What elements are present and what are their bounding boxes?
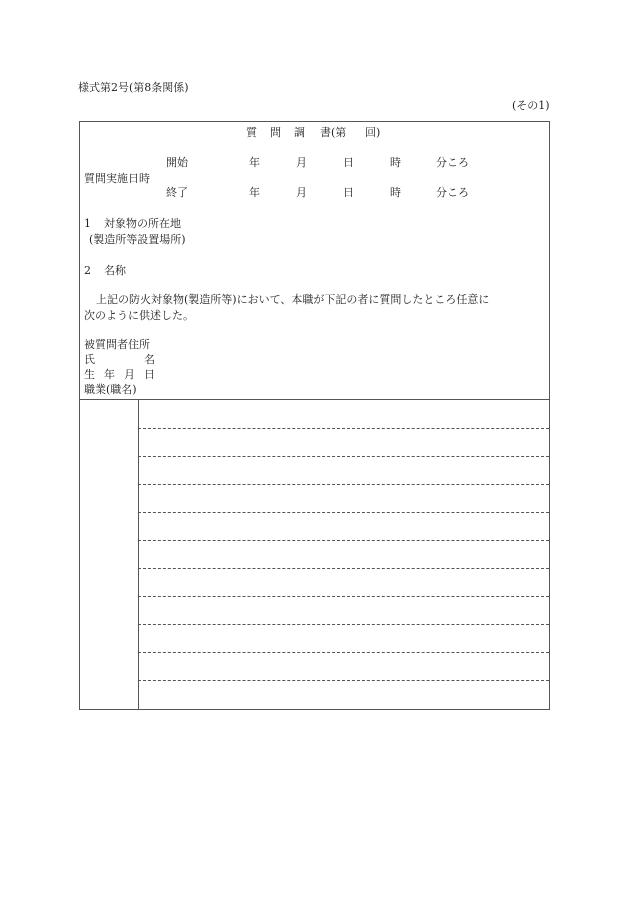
- start-year-unit: 年: [249, 156, 260, 169]
- title-char-2: 問: [270, 126, 281, 139]
- birth-char-4: 日: [144, 368, 155, 381]
- location-label: 対象物の所在地: [104, 217, 181, 230]
- left-column-divider: [138, 399, 139, 709]
- title-char-1: 質: [246, 126, 257, 139]
- ruled-line: [138, 428, 549, 429]
- ruled-line: [138, 680, 549, 681]
- name-label: 名称: [104, 264, 126, 277]
- form-number-label: 様式第2号(第8条関係): [78, 81, 189, 94]
- ruled-line: [138, 456, 549, 457]
- schedule-row-label: 質問実施日時: [84, 172, 150, 185]
- end-month-unit: 月: [296, 186, 307, 199]
- respondent-name-char-2: 名: [144, 353, 155, 366]
- statement-line-1: 上記の防火対象物(製造所等)において、本職が下記の者に質問したところ任意に: [96, 293, 490, 306]
- ruled-line: [138, 568, 549, 569]
- start-hour-unit: 時: [390, 156, 401, 169]
- statement-line-2: 次のように供述した。: [84, 309, 194, 322]
- birth-char-3: 月: [124, 368, 135, 381]
- ruled-line: [138, 652, 549, 653]
- end-label: 終了: [166, 186, 188, 199]
- start-label: 開始: [166, 156, 188, 169]
- inquiry-form-box: [79, 121, 550, 710]
- birth-char-1: 生: [84, 368, 95, 381]
- start-minute-unit: 分ころ: [436, 156, 469, 169]
- end-year-unit: 年: [249, 186, 260, 199]
- birth-char-2: 年: [104, 368, 115, 381]
- name-number: 2: [84, 264, 91, 277]
- title-char-3: 調: [294, 126, 305, 139]
- end-hour-unit: 時: [390, 186, 401, 199]
- ruled-line: [138, 596, 549, 597]
- ruled-line: [138, 484, 549, 485]
- title-char-5: 回): [365, 126, 381, 139]
- end-day-unit: 日: [343, 186, 354, 199]
- section-divider: [80, 399, 549, 400]
- ruled-line: [138, 512, 549, 513]
- start-month-unit: 月: [296, 156, 307, 169]
- end-minute-unit: 分ころ: [436, 186, 469, 199]
- location-sublabel: (製造所等設置場所): [89, 233, 186, 246]
- ruled-line: [138, 540, 549, 541]
- respondent-occupation-label: 職業(職名): [84, 383, 137, 396]
- start-day-unit: 日: [343, 156, 354, 169]
- respondent-name-char-1: 氏: [84, 353, 95, 366]
- location-number: 1: [84, 217, 91, 230]
- respondent-address-label: 被質問者住所: [84, 338, 150, 351]
- title-char-4: 書(第: [320, 126, 347, 139]
- ruled-line: [138, 624, 549, 625]
- sheet-number-label: (その1): [512, 99, 550, 112]
